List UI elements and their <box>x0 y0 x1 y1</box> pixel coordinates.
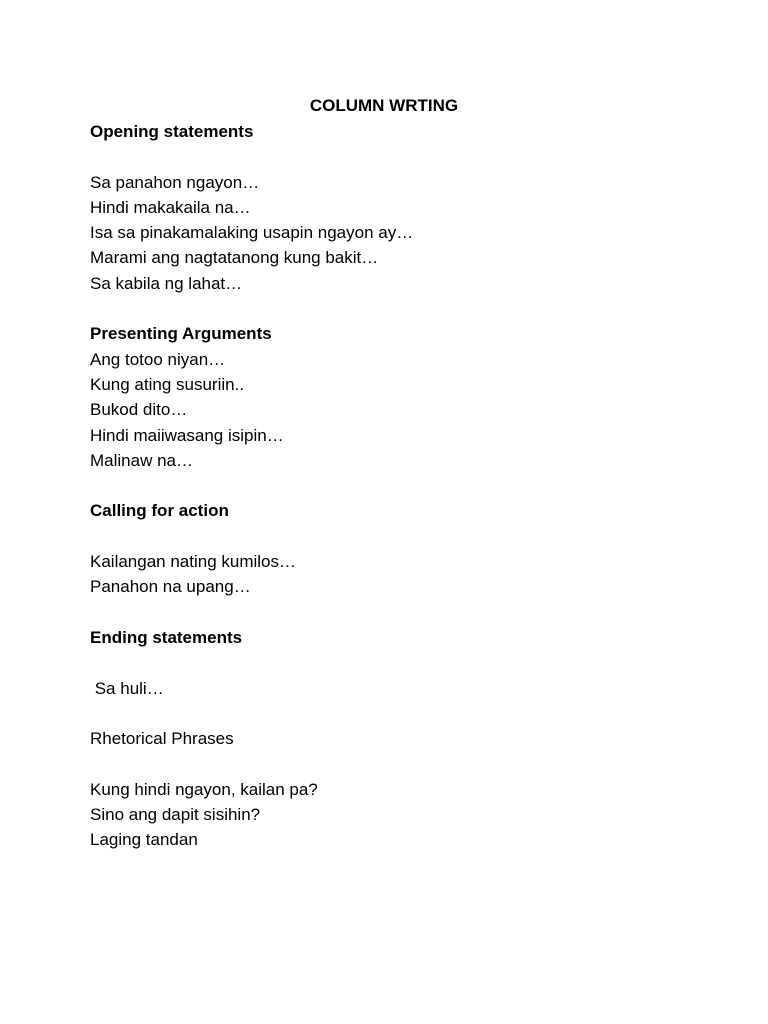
blank-line <box>90 144 710 169</box>
ending-line: Sa huli… <box>90 678 164 698</box>
opening-line: Isa sa pinakamalaking usapin ngayon ay… <box>90 223 414 243</box>
blank-line <box>90 650 710 675</box>
section-heading-action: Calling for action <box>90 501 229 521</box>
document-body <box>90 119 710 853</box>
blank-line <box>90 751 710 776</box>
rhetorical-line: Kung hindi ngayon, kailan pa? <box>90 779 318 799</box>
blank-line <box>90 600 710 625</box>
arguments-line: Kung ating susuriin.. <box>90 374 245 394</box>
document-title: COLUMN WRTING <box>309 96 459 115</box>
section-heading-ending: Ending statements <box>90 627 243 647</box>
section-heading-opening: Opening statements <box>90 122 254 141</box>
blank-line <box>90 473 710 498</box>
arguments-line: Hindi maiiwasang isipin… <box>90 425 284 445</box>
section-heading-rhetorical: Rhetorical Phrases <box>90 729 234 749</box>
arguments-line: Malinaw na… <box>90 450 193 470</box>
section-heading-arguments: Presenting Arguments <box>90 324 272 344</box>
blank-line <box>90 296 710 321</box>
arguments-line: Bukod dito… <box>90 400 188 420</box>
action-line: Kailangan nating kumilos… <box>90 552 297 572</box>
arguments-line: Ang totoo niyan… <box>90 349 226 369</box>
action-line: Panahon na upang… <box>90 577 251 597</box>
opening-line: Sa kabila ng lahat… <box>90 273 243 293</box>
opening-line: Hindi makakaila na… <box>90 197 251 217</box>
rhetorical-line: Laging tandan <box>90 830 198 850</box>
blank-line <box>90 524 710 549</box>
opening-line: Marami ang nagtatanong kung bakit… <box>90 248 379 268</box>
opening-line: Sa panahon ngayon… <box>90 172 260 192</box>
blank-line <box>90 701 710 726</box>
rhetorical-line: Sino ang dapit sisihin? <box>90 805 261 825</box>
